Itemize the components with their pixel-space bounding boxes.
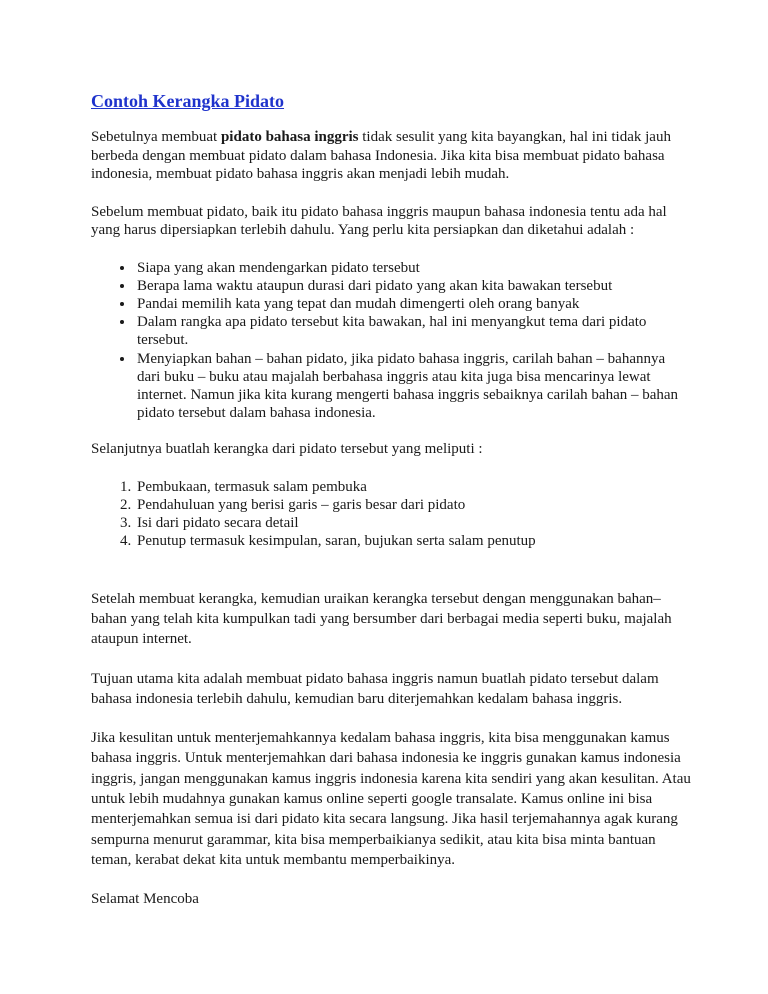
list-item: • Dalam rangka apa pidato tersebut kita bawakan, hal ini menyangkut tema dari pidato tersebut. [135,313,691,349]
intro-bold-keyword: pidato bahasa inggris [220,129,359,145]
list-item: 4. Penutup termasuk kesimpulan, saran, bujukan serta salam penutup [135,532,691,550]
outline-intro-paragraph: Selanjutnya buatlah kerangka dari pidato tersebut yang meliputi : [91,441,483,458]
goal-paragraph: Tujuan utama kita adalah membuat pidato bahasa inggris namun buatlah pidato tersebut dalam bahasa indonesia terlebih dahulu, kemudian baru diterjemahkan kedalam bahasa inggris. [91,670,659,707]
intro-text-after: tidak sesulit yang kita bayangkan, hal ini tidak jauh berbeda dengan membuat pidato dalam bahasa Indonesia. Jika kita bisa membuat pidato bahasa indonesia, membuat pidato bahasa inggris akan menjadi lebih mudah. [91,129,671,182]
list-item: • Berapa lama waktu ataupun durasi dari pidato yang akan kita bawakan tersebut [135,277,691,295]
translation-paragraph: Jika kesulitan untuk menterjemahkannya kedalam bahasa inggris, kita bisa menggunakan kamus bahasa inggris. Untuk menterjemahkan dari bahasa indonesia ke inggris gunakan kamus indonesia inggris, jangan menggunakan kamus inggris indonesia karena kita sendiri yang akan kesulitan. Atau untuk lebih mudahnya gunakan kamus online seperti google transalate. Kamus online ini bisa menterjemahkan semua isi dari pidato kita secara langsung. Jika hasil terjemahannya agak kurang sempurna menurut garammar, kita bisa memperbaikianya sedikit, atau kita bisa minta bantuan teman, kerabat dekat kita untuk membantu memperbaikinya. [91,730,691,868]
elaboration-paragraph: Setelah membuat kerangka, kemudian uraikan kerangka tersebut dengan menggunakan bahan–bahan yang telah kita kumpulkan tadi yang bersumber dari berbagai media seperti buku, majalah ataupun internet. [91,590,672,648]
list-item: • Siapa yang akan mendengarkan pidato tersebut [135,259,691,277]
intro-text-before: Sebetulnya membuat [91,129,221,145]
list-item: 3. Isi dari pidato secara detail [135,514,691,532]
intro-paragraph [91,128,691,184]
spacer [91,569,691,589]
document-page [91,90,691,929]
list-item: • Menyiapkan bahan – bahan pidato, jika pidato bahasa inggris, carilah bahan – bahannya dari buku – buku atau majalah berbahasa inggris atau kita juga bisa mencarinya lewat internet. Namun jika kita kurang mengerti bahasa inggris sebaiknya carilah bahan – bahan pidato tersebut dalam bahasa indonesia. [135,350,691,423]
list-item: 2. Pendahuluan yang berisi garis – garis besar dari pidato [135,496,691,514]
outline-numbered-list [91,478,691,551]
list-item: • Pandai memilih kata yang tepat dan mudah dimengerti oleh orang banyak [135,295,691,313]
closing-text: Selamat Mencoba [91,891,199,908]
page-title-link[interactable]: Contoh Kerangka Pidato [91,91,285,111]
preparation-paragraph: Sebelum membuat pidato, baik itu pidato bahasa inggris maupun bahasa indonesia tentu ada hal yang harus dipersiapkan terlebih dahulu. Yang perlu kita persiapkan dan diketahui adalah : [91,203,667,238]
preparation-bullet-list [91,259,691,423]
list-item: 1. Pembukaan, termasuk salam pembuka [135,478,691,496]
